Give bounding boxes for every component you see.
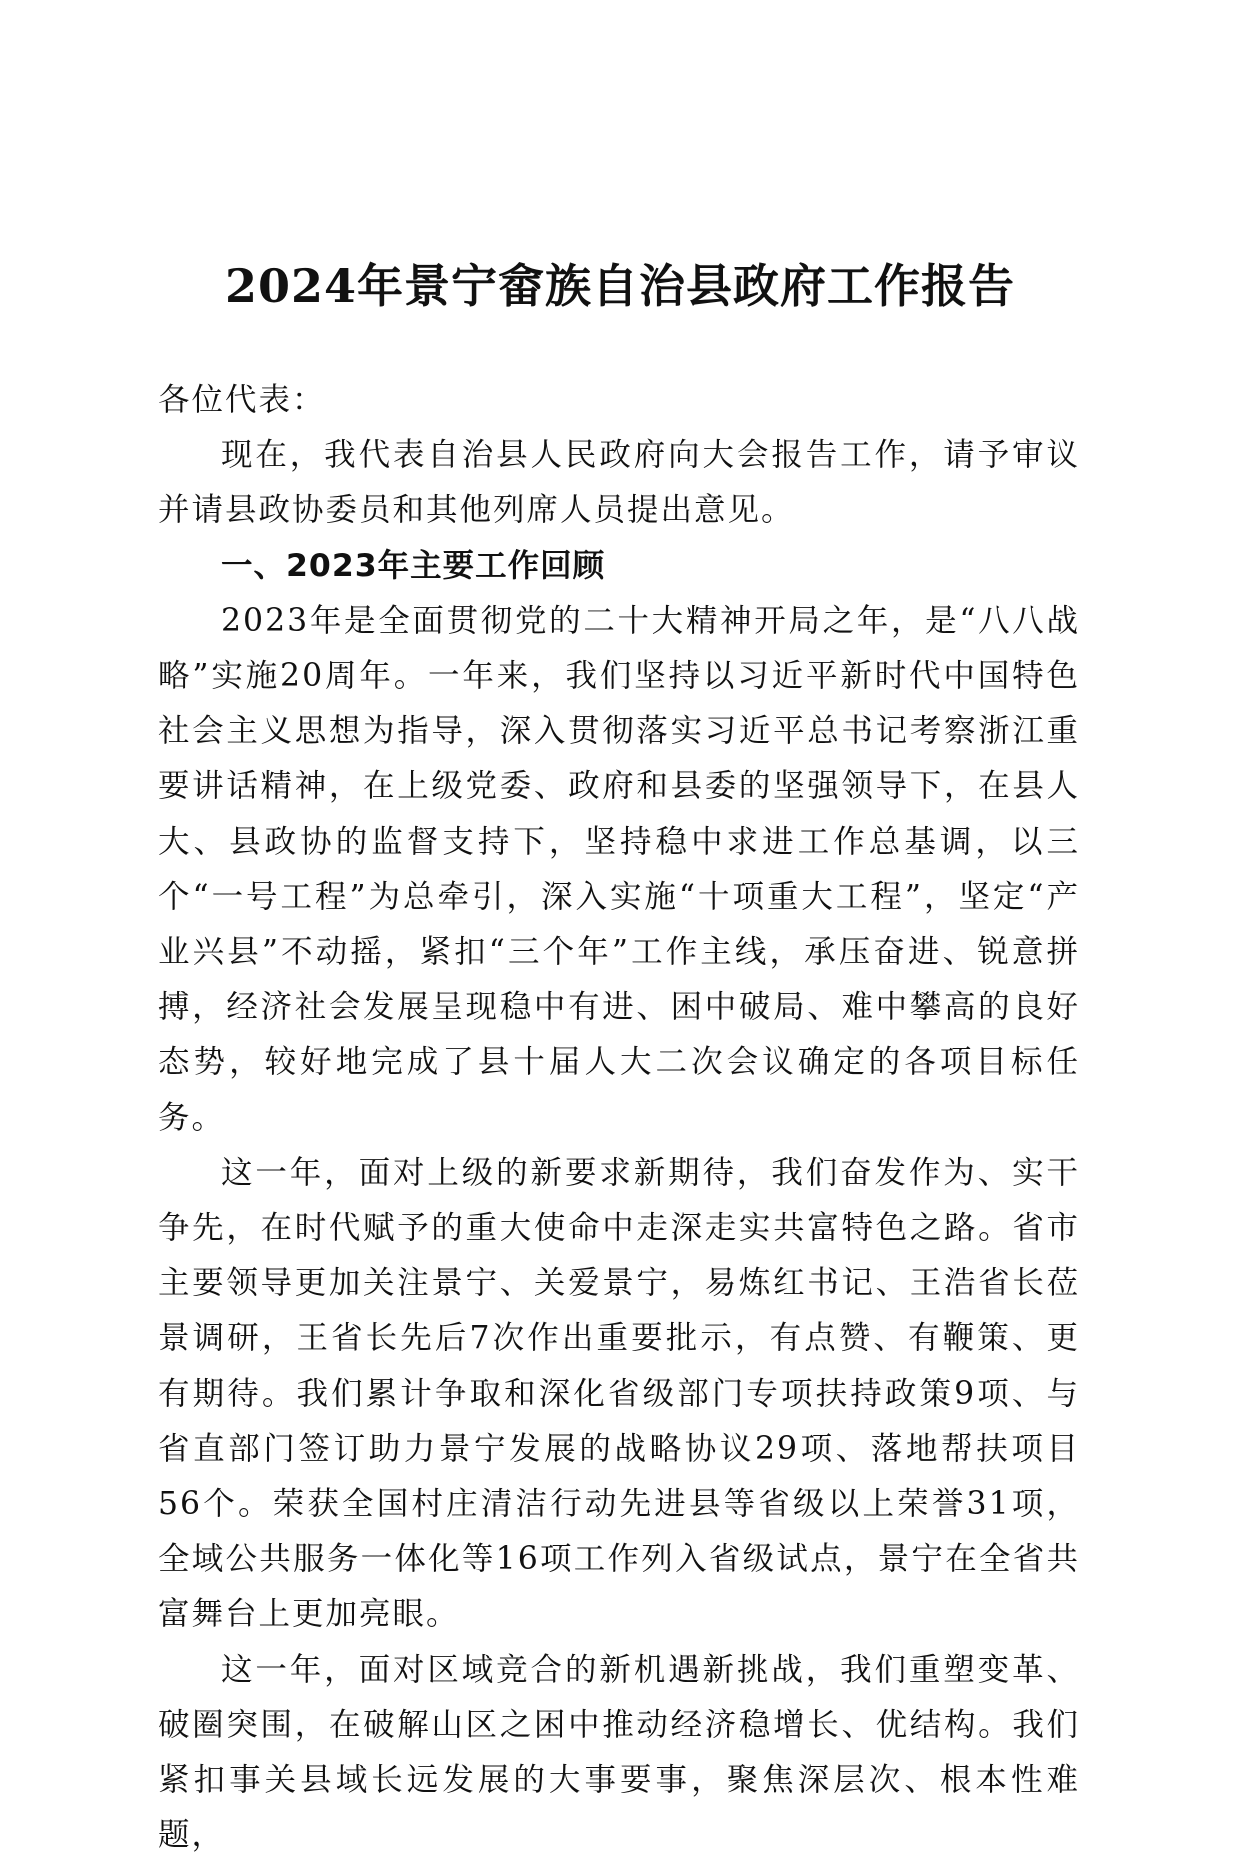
intro-paragraph: 现在，我代表自治县人民政府向大会报告工作，请予审议并请县政协委员和其他列席人员提出意见。 <box>158 437 1080 529</box>
section-heading: 一、2023年主要工作回顾 <box>221 547 606 584</box>
salutation: 各位代表： <box>158 382 326 418</box>
document-title: 2024年景宁畲族自治县政府工作报告 <box>224 259 1016 313</box>
body-paragraph: 2023年是全面贯彻党的二十大精神开局之年，是“八八战略”实施20周年。一年来，我们坚持以习近平新时代中国特色社会主义思想为指导，深入贯彻落实习近平总书记考察浙江重要讲话精神，在上级党委、政府和县委的坚强领导下，在县人大、县政协的监督支持下，坚持稳中求进工作总基调，以三个“一号工程”为总牵引，深入实施“十项重大工程”，坚定“产业兴县”不动摇，紧扣“三个年”工作主线，承压奋进、锐意拼搏，经济社会发展呈现稳中有进、困中破局、难中攀高的良好态势，较好地完成了县十届人大二次会议确定的各项目标任务。 <box>158 602 1080 1136</box>
document-body <box>158 373 1080 1863</box>
body-paragraph: 这一年，面对上级的新要求新期待，我们奋发作为、实干争先，在时代赋予的重大使命中走深走实共富特色之路。省市主要领导更加关注景宁、关爱景宁，易炼红书记、王浩省长莅景调研，王省长先后7次作出重要批示，有点赞、有鞭策、更有期待。我们累计争取和深化省级部门专项扶持政策9项、与省直部门签订助力景宁发展的战略协议29项、落地帮扶项目56个。荣获全国村庄清洁行动先进县等省级以上荣誉31项，全域公共服务一体化等16项工作列入省级试点，景宁在全省共富舞台上更加亮眼。 <box>158 1154 1080 1633</box>
body-paragraph: 这一年，面对区域竞合的新机遇新挑战，我们重塑变革、破圈突围，在破解山区之困中推动经济稳增长、优结构。我们紧扣事关县域长远发展的大事要事，聚焦深层次、根本性难题， <box>158 1651 1080 1854</box>
